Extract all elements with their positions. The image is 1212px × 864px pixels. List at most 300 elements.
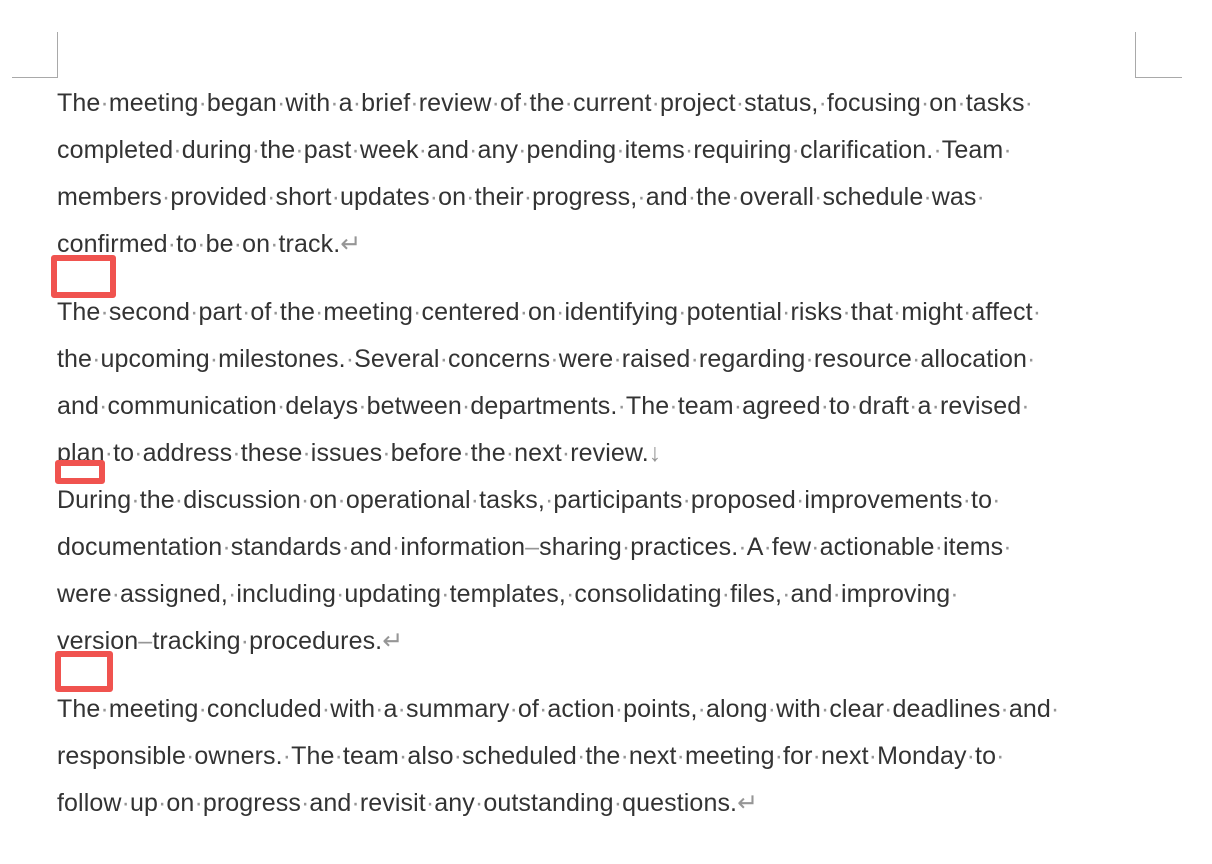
space-mark: ·: [331, 183, 340, 211]
space-mark: ·: [738, 533, 747, 561]
space-mark: ·: [341, 533, 350, 561]
text-run: updating: [344, 580, 442, 608]
space-mark: ·: [131, 486, 140, 514]
text-run: and: [309, 789, 352, 817]
text-line[interactable]: [57, 780, 1167, 827]
line-break-mark: ↓: [648, 439, 662, 467]
text-run: next: [628, 742, 677, 770]
text-run: on: [242, 230, 271, 258]
text-run: also: [407, 742, 454, 770]
text-line[interactable]: [57, 524, 1167, 571]
text-run: and: [1008, 695, 1051, 723]
space-mark: ·: [957, 89, 966, 117]
space-mark: ·: [157, 789, 167, 817]
space-mark: ·: [121, 789, 130, 817]
space-mark: ·: [561, 439, 571, 467]
text-run: departments.: [470, 392, 618, 420]
text-run: next: [820, 742, 869, 770]
text-run: for: [783, 742, 813, 770]
space-mark: ·: [637, 183, 646, 211]
text-run: members: [57, 183, 162, 211]
text-run: templates,: [449, 580, 566, 608]
text-run: a: [917, 392, 932, 420]
text-run: were: [558, 345, 614, 373]
text-line[interactable]: [57, 174, 1167, 221]
space-mark: ·: [167, 230, 177, 258]
space-mark: ·: [733, 392, 743, 420]
space-mark: ·: [267, 183, 276, 211]
text-run: The: [57, 695, 101, 723]
text-run: review: [418, 89, 492, 117]
text-run: clarification.: [799, 136, 934, 164]
text-run: documentation: [57, 533, 223, 561]
space-mark: ·: [933, 136, 942, 164]
space-mark: ·: [321, 695, 331, 723]
text-run: confirmed: [57, 230, 168, 258]
text-run: The: [57, 298, 101, 326]
space-mark: ·: [330, 89, 339, 117]
text-run: to: [975, 742, 997, 770]
space-mark: ·: [174, 486, 184, 514]
space-mark: ·: [505, 439, 515, 467]
text-run: team: [677, 392, 734, 420]
text-run: might: [901, 298, 963, 326]
space-mark: ·: [439, 345, 449, 373]
space-mark: ·: [782, 580, 791, 608]
space-mark: ·: [684, 136, 694, 164]
space-mark: ·: [950, 580, 959, 608]
text-run: consolidating: [574, 580, 722, 608]
space-mark: ·: [682, 486, 691, 514]
space-mark: ·: [962, 298, 972, 326]
text-line[interactable]: [57, 383, 1167, 430]
space-mark: ·: [209, 345, 219, 373]
document-text[interactable]: [57, 80, 1167, 827]
space-mark: ·: [576, 742, 586, 770]
paragraph-4[interactable]: [57, 686, 1167, 827]
text-run: track.: [278, 230, 341, 258]
text-run: proposed: [690, 486, 796, 514]
text-line[interactable]: [57, 733, 1167, 780]
space-mark: ·: [1003, 533, 1012, 561]
space-mark: ·: [271, 298, 280, 326]
text-run: the: [279, 298, 315, 326]
text-run: raised: [621, 345, 691, 373]
space-mark: ·: [466, 183, 475, 211]
text-line[interactable]: [57, 430, 1167, 477]
text-run: standards: [230, 533, 342, 561]
space-mark: ·: [441, 580, 450, 608]
text-run: of: [517, 695, 539, 723]
text-run: schedule: [822, 183, 924, 211]
text-run: improving: [840, 580, 951, 608]
margin-corner-mark-top-left-icon: [12, 32, 58, 78]
space-mark: ·: [812, 742, 821, 770]
text-line[interactable]: [57, 618, 1167, 665]
space-mark: ·: [198, 89, 207, 117]
text-run: any: [434, 789, 475, 817]
text-line[interactable]: [57, 289, 1167, 336]
space-mark: ·: [413, 298, 422, 326]
text-run: provided: [170, 183, 268, 211]
text-run: and: [790, 580, 833, 608]
text-run: with: [776, 695, 821, 723]
text-run: with: [330, 695, 376, 723]
text-run: pending: [526, 136, 617, 164]
space-mark: ·: [763, 533, 772, 561]
text-run: the: [585, 742, 621, 770]
space-mark: ·: [474, 789, 484, 817]
text-run: points,: [623, 695, 698, 723]
text-run: procedures.: [249, 627, 383, 655]
space-mark: ·: [920, 89, 930, 117]
space-mark: ·: [814, 183, 823, 211]
text-run: action: [547, 695, 615, 723]
text-run: focusing: [826, 89, 921, 117]
text-run: current: [572, 89, 652, 117]
space-mark: ·: [197, 230, 206, 258]
text-run: files,: [730, 580, 783, 608]
text-run: requiring: [693, 136, 792, 164]
space-mark: ·: [470, 486, 480, 514]
text-line[interactable]: [57, 571, 1167, 618]
text-run: version: [57, 627, 139, 655]
annotation-box-3: [55, 651, 113, 692]
space-mark: ·: [104, 439, 114, 467]
space-mark: ·: [233, 230, 243, 258]
text-run: brief: [361, 89, 411, 117]
text-run: information: [400, 533, 526, 561]
space-mark: ·: [884, 695, 893, 723]
text-run: completed: [57, 136, 174, 164]
text-run: and: [645, 183, 688, 211]
text-run: improvements: [804, 486, 963, 514]
space-mark: ·: [173, 136, 182, 164]
text-run: progress,: [532, 183, 638, 211]
space-mark: ·: [678, 298, 687, 326]
text-run: was: [931, 183, 977, 211]
text-run: the: [529, 89, 565, 117]
text-run: items: [943, 533, 1004, 561]
space-mark: ·: [334, 742, 343, 770]
space-mark: ·: [616, 136, 625, 164]
space-mark: ·: [1003, 136, 1012, 164]
space-mark: ·: [509, 695, 518, 723]
space-mark: ·: [735, 89, 745, 117]
margin-corner-mark-top-right-icon: [1135, 32, 1182, 78]
space-mark: ·: [820, 695, 830, 723]
nonbreaking-hyphen-mark: –: [525, 533, 540, 561]
space-mark: ·: [410, 89, 419, 117]
text-run: on: [929, 89, 958, 117]
space-mark: ·: [351, 789, 360, 817]
space-mark: ·: [518, 136, 527, 164]
text-run: these: [240, 439, 303, 467]
text-run: identifying: [564, 298, 679, 326]
space-mark: ·: [721, 580, 731, 608]
space-mark: ·: [276, 392, 286, 420]
space-mark: ·: [300, 486, 310, 514]
space-mark: ·: [425, 789, 435, 817]
space-mark: ·: [782, 298, 791, 326]
text-run: tracking: [152, 627, 241, 655]
text-run: affect: [971, 298, 1033, 326]
space-mark: ·: [538, 695, 548, 723]
space-mark: ·: [832, 580, 841, 608]
text-run: items: [624, 136, 685, 164]
text-run: to: [829, 392, 851, 420]
text-run: upcoming: [100, 345, 210, 373]
space-mark: ·: [382, 439, 391, 467]
text-run: Monday: [877, 742, 967, 770]
text-run: summary: [405, 695, 510, 723]
space-mark: ·: [931, 392, 940, 420]
text-run: meeting: [684, 742, 775, 770]
space-mark: ·: [996, 742, 1005, 770]
space-mark: ·: [791, 136, 800, 164]
text-run: revisit: [359, 789, 426, 817]
space-mark: ·: [767, 695, 777, 723]
text-run: risks: [790, 298, 843, 326]
space-mark: ·: [100, 298, 109, 326]
space-mark: ·: [820, 392, 830, 420]
space-mark: ·: [621, 533, 631, 561]
text-run: on: [166, 789, 195, 817]
space-mark: ·: [391, 533, 401, 561]
text-run: concerns: [448, 345, 551, 373]
text-run: began: [206, 89, 277, 117]
space-mark: ·: [868, 742, 878, 770]
text-run: team: [342, 742, 399, 770]
text-run: and: [349, 533, 392, 561]
text-run: delays: [285, 392, 359, 420]
space-mark: ·: [519, 298, 529, 326]
text-run: outstanding: [483, 789, 614, 817]
space-mark: ·: [774, 742, 784, 770]
text-run: owners.: [194, 742, 283, 770]
text-run: practices.: [630, 533, 739, 561]
space-mark: ·: [185, 742, 195, 770]
space-mark: ·: [302, 439, 311, 467]
space-mark: ·: [198, 695, 207, 723]
space-mark: ·: [251, 136, 261, 164]
text-run: clear: [829, 695, 885, 723]
text-run: short: [275, 183, 332, 211]
space-mark: ·: [453, 742, 463, 770]
space-mark: ·: [676, 742, 685, 770]
space-mark: ·: [92, 345, 101, 373]
space-mark: ·: [544, 486, 554, 514]
space-mark: ·: [1027, 345, 1036, 373]
text-run: follow: [57, 789, 122, 817]
text-run: before: [390, 439, 463, 467]
space-mark: ·: [227, 580, 237, 608]
space-mark: ·: [351, 136, 360, 164]
space-mark: ·: [811, 533, 820, 561]
space-mark: ·: [337, 486, 346, 514]
space-mark: ·: [241, 298, 251, 326]
space-mark: ·: [992, 486, 1001, 514]
text-run: project: [659, 89, 736, 117]
space-mark: ·: [550, 345, 559, 373]
space-mark: ·: [190, 298, 199, 326]
space-mark: ·: [842, 298, 851, 326]
space-mark: ·: [345, 345, 355, 373]
space-mark: ·: [352, 89, 362, 117]
space-mark: ·: [418, 136, 428, 164]
space-mark: ·: [375, 695, 384, 723]
text-run: draft: [858, 392, 910, 420]
text-run: The: [625, 392, 670, 420]
text-run: to: [113, 439, 135, 467]
space-mark: ·: [521, 89, 530, 117]
space-mark: ·: [850, 392, 859, 420]
space-mark: ·: [795, 486, 805, 514]
space-mark: ·: [697, 695, 706, 723]
space-mark: ·: [966, 742, 976, 770]
space-mark: ·: [1021, 392, 1030, 420]
text-run: past: [303, 136, 352, 164]
space-mark: ·: [100, 89, 109, 117]
annotation-box-2: [55, 460, 105, 484]
space-mark: ·: [565, 580, 575, 608]
text-run: during: [181, 136, 252, 164]
nonbreaking-hyphen-mark: –: [138, 627, 153, 655]
space-mark: ·: [232, 439, 241, 467]
text-run: the: [260, 136, 296, 164]
text-run: tasks,: [479, 486, 545, 514]
text-line[interactable]: [57, 686, 1167, 733]
text-run: sharing: [539, 533, 622, 561]
space-mark: ·: [335, 580, 345, 608]
space-mark: ·: [134, 439, 143, 467]
text-run: to: [176, 230, 198, 258]
space-mark: ·: [314, 298, 324, 326]
space-mark: ·: [620, 742, 629, 770]
space-mark: ·: [687, 183, 697, 211]
space-mark: ·: [461, 392, 471, 420]
text-run: Several: [354, 345, 440, 373]
text-run: milestones.: [218, 345, 346, 373]
space-mark: ·: [934, 533, 943, 561]
text-run: plan: [57, 439, 105, 467]
paragraph-1[interactable]: [57, 80, 1167, 268]
text-run: up: [129, 789, 158, 817]
space-mark: ·: [469, 136, 478, 164]
space-mark: ·: [1032, 298, 1042, 326]
space-mark: ·: [556, 298, 565, 326]
space-mark: ·: [911, 345, 921, 373]
text-line[interactable]: [57, 127, 1167, 174]
text-run: few: [771, 533, 812, 561]
text-run: the: [139, 486, 175, 514]
space-mark: ·: [690, 345, 699, 373]
paragraph-2[interactable]: [57, 289, 1167, 477]
space-mark: ·: [731, 183, 740, 211]
space-mark: ·: [358, 392, 367, 420]
space-mark: ·: [617, 392, 626, 420]
text-run: progress: [202, 789, 301, 817]
paragraph-3[interactable]: [57, 477, 1167, 665]
text-run: the: [696, 183, 732, 211]
space-mark: ·: [295, 136, 304, 164]
text-run: the: [470, 439, 506, 467]
text-run: on: [438, 183, 467, 211]
text-run: communication: [107, 392, 277, 420]
text-line[interactable]: [57, 336, 1167, 383]
text-run: resource: [813, 345, 912, 373]
text-run: discussion: [183, 486, 301, 514]
text-run: of: [250, 298, 272, 326]
text-line[interactable]: [57, 477, 1167, 524]
space-mark: ·: [1000, 695, 1009, 723]
text-run: a: [338, 89, 353, 117]
text-run: week: [359, 136, 419, 164]
space-mark: ·: [805, 345, 814, 373]
text-run: overall: [739, 183, 815, 211]
text-run: to: [971, 486, 993, 514]
text-run: second: [108, 298, 191, 326]
space-mark: ·: [240, 627, 250, 655]
space-mark: ·: [398, 742, 408, 770]
text-run: responsible: [57, 742, 186, 770]
space-mark: ·: [1050, 695, 1060, 723]
text-run: revised: [939, 392, 1022, 420]
text-run: regarding: [698, 345, 806, 373]
text-run: including: [236, 580, 336, 608]
text-run: questions.: [622, 789, 738, 817]
text-run: that: [850, 298, 893, 326]
space-mark: ·: [892, 298, 902, 326]
text-run: centered: [421, 298, 520, 326]
space-mark: ·: [909, 392, 918, 420]
space-mark: ·: [613, 789, 623, 817]
annotation-box-1: [51, 255, 116, 298]
text-run: concluded: [206, 695, 322, 723]
text-run: tasks: [965, 89, 1025, 117]
text-run: review.: [570, 439, 649, 467]
space-mark: ·: [222, 533, 231, 561]
text-run: a: [383, 695, 398, 723]
text-run: address: [142, 439, 233, 467]
text-line[interactable]: [57, 80, 1167, 127]
text-run: with: [285, 89, 331, 117]
text-run: deadlines: [892, 695, 1001, 723]
space-mark: ·: [194, 789, 203, 817]
text-run: allocation: [920, 345, 1028, 373]
space-mark: ·: [111, 580, 121, 608]
space-mark: ·: [962, 486, 972, 514]
space-mark: ·: [100, 695, 109, 723]
text-run: During: [57, 486, 132, 514]
text-line[interactable]: [57, 221, 1167, 268]
space-mark: ·: [270, 230, 279, 258]
text-run: along: [705, 695, 768, 723]
space-mark: ·: [818, 89, 827, 117]
text-run: agreed: [742, 392, 821, 420]
text-run: part: [198, 298, 242, 326]
text-run: and: [57, 392, 100, 420]
text-run: actionable: [819, 533, 935, 561]
space-mark: ·: [1024, 89, 1034, 117]
text-run: assigned,: [120, 580, 228, 608]
text-run: of: [499, 89, 522, 117]
space-mark: ·: [99, 392, 108, 420]
paragraph-mark: ↵: [382, 627, 404, 655]
space-mark: ·: [462, 439, 471, 467]
space-mark: ·: [397, 695, 406, 723]
space-mark: ·: [564, 89, 573, 117]
